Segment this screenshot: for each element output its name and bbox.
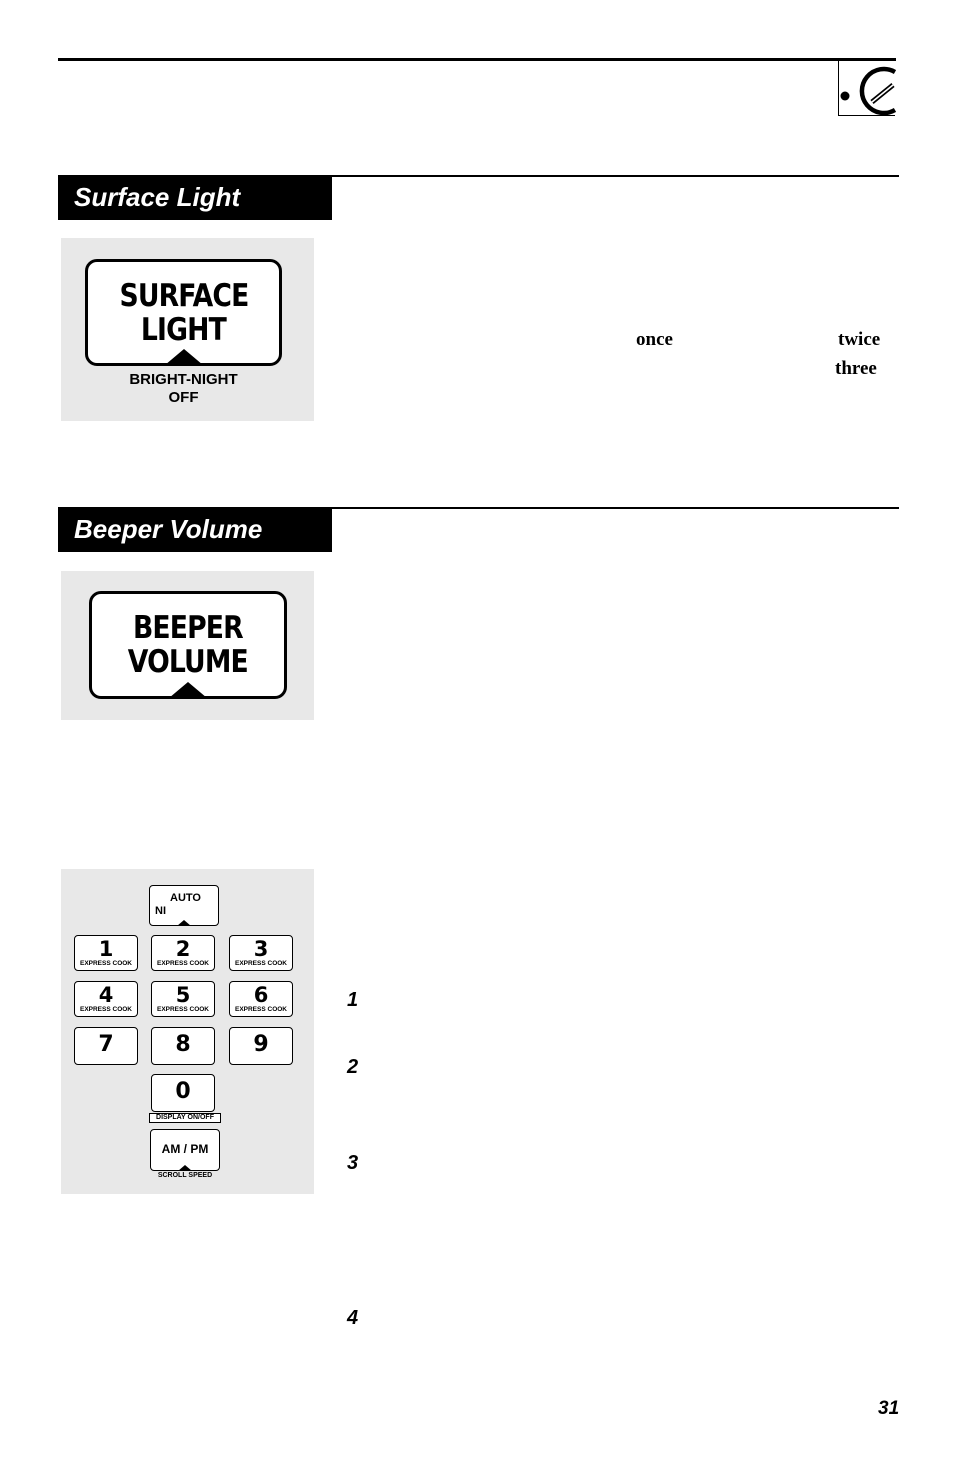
key-number: 9 — [253, 1032, 269, 1057]
display-on-off-label: DISPLAY ON/OFF — [149, 1113, 221, 1123]
key-sublabel: EXPRESS COOK — [234, 1006, 287, 1013]
surface-light-word-twice: twice — [838, 329, 881, 350]
range-knob-icon — [839, 58, 896, 116]
key-sublabel: EXPRESS COOK — [156, 1006, 209, 1013]
key-sublabel: EXPRESS COOK — [79, 1006, 132, 1013]
key-number: 5 — [175, 983, 191, 1007]
beeper-volume-indicator-triangle — [169, 682, 207, 698]
keypad-key-7[interactable] — [74, 1027, 138, 1065]
auto-key-label: AUTO — [170, 892, 201, 904]
key-sublabel: EXPRESS COOK — [156, 960, 209, 967]
keypad-key-4[interactable] — [74, 981, 138, 1017]
keypad-key-5[interactable] — [151, 981, 215, 1017]
key-number: 6 — [253, 983, 269, 1007]
am-pm-key-label: AM / PM — [161, 1142, 209, 1156]
keypad-key-9[interactable] — [229, 1027, 293, 1065]
keypad-key-2[interactable] — [151, 935, 215, 971]
section-heading-surface-light: Surface Light — [58, 175, 332, 220]
key-sublabel: EXPRESS COOK — [234, 960, 287, 967]
nite-key-label: NI — [155, 905, 166, 917]
surface-light-indicator-triangle — [165, 349, 203, 365]
key-number: 0 — [175, 1079, 191, 1104]
section-tab-icon — [838, 58, 895, 116]
keypad-key-1[interactable] — [74, 935, 138, 971]
keypad-key-3[interactable] — [229, 935, 293, 971]
key-number: 3 — [253, 937, 269, 961]
surface-light-key-line1: SURFACE — [119, 277, 248, 314]
keypad-key-8[interactable] — [151, 1027, 215, 1065]
key-number: 2 — [175, 937, 191, 961]
surface-light-key-panel — [61, 238, 314, 421]
beeper-volume-key-line2: VOLUME — [127, 644, 249, 680]
step-number-4: 4 — [347, 1307, 359, 1329]
keypad-key-0[interactable] — [151, 1074, 215, 1112]
header-rule — [58, 58, 896, 61]
step-number-3: 3 — [347, 1152, 359, 1174]
keypad-key-6[interactable] — [229, 981, 293, 1017]
key-number: 4 — [98, 983, 114, 1007]
key-number: 1 — [98, 937, 114, 961]
key-number: 7 — [98, 1032, 114, 1057]
key-number: 8 — [175, 1032, 191, 1057]
am-pm-indicator-triangle — [178, 1165, 192, 1171]
key-sublabel: EXPRESS COOK — [79, 960, 132, 967]
step-number-2: 2 — [347, 1056, 359, 1078]
surface-light-key-line2: LIGHT — [140, 311, 226, 348]
surface-light-label-off: OFF — [168, 389, 199, 406]
surface-light-word-once: once — [636, 329, 673, 350]
beeper-volume-key-panel — [61, 571, 314, 720]
keypad-panel — [61, 869, 314, 1194]
scroll-speed-label: SCROLL SPEED — [157, 1172, 213, 1179]
surface-light-label-bright-night: BRIGHT-NIGHT — [129, 371, 238, 388]
section-heading-beeper-volume: Beeper Volume — [58, 507, 332, 552]
surface-light-word-three: three — [835, 358, 877, 379]
auto-key-indicator-triangle — [177, 920, 191, 926]
beeper-volume-key-line1: BEEPER — [133, 610, 243, 646]
step-number-1: 1 — [347, 989, 359, 1011]
page-number: 31 — [878, 1398, 900, 1419]
